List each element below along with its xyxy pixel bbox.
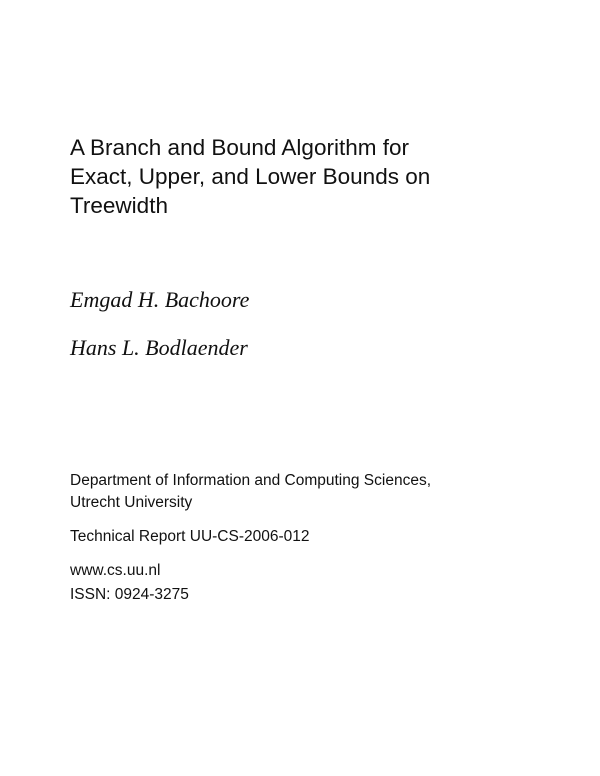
- author-name: Emgad H. Bachoore: [70, 287, 250, 312]
- issn-number: ISSN: 0924-3275: [70, 586, 189, 603]
- department-line: Department of Information and Computing Sciences,: [70, 472, 431, 489]
- report-number: Technical Report UU-CS-2006-012: [70, 528, 310, 545]
- document-title: [70, 133, 530, 220]
- title-line: A Branch and Bound Algorithm for: [70, 135, 409, 160]
- website-address: www.cs.uu.nl: [70, 562, 161, 579]
- title-line: Treewidth: [70, 193, 168, 218]
- author-name: Hans L. Bodlaender: [70, 335, 248, 360]
- department-line: Utrecht University: [70, 494, 193, 511]
- title-line: Exact, Upper, and Lower Bounds on: [70, 164, 431, 189]
